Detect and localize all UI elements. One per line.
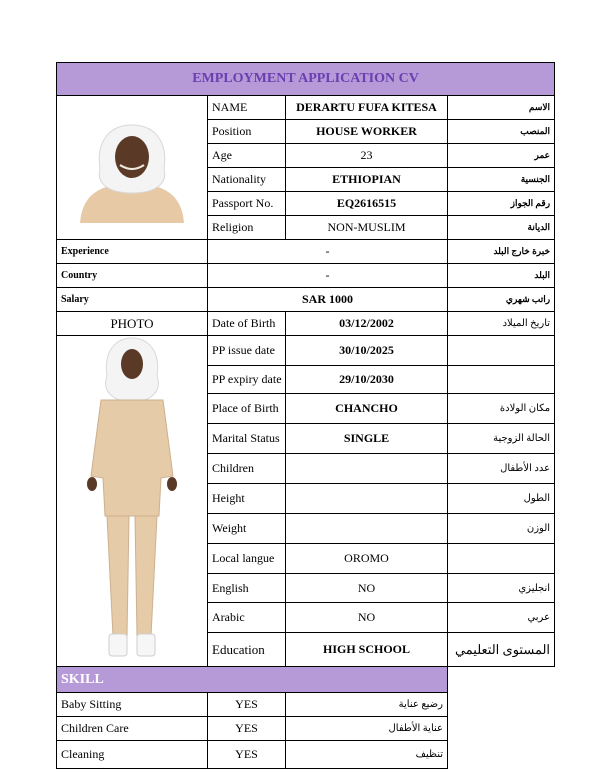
- detail-label: Arabic: [208, 603, 286, 633]
- skill-value: YES: [208, 717, 286, 741]
- detail-label: Local langue: [208, 543, 286, 573]
- passport-value: EQ2616515: [286, 192, 448, 216]
- detail-value: 30/10/2025: [286, 336, 448, 366]
- age-label: Age: [208, 144, 286, 168]
- experience-arabic: خبرة خارج البلد: [448, 240, 555, 264]
- position-value: HOUSE WORKER: [286, 120, 448, 144]
- age-value: 23: [286, 144, 448, 168]
- skill-value: YES: [208, 693, 286, 717]
- portrait-photo-cell: [57, 96, 208, 240]
- passport-arabic: رقم الجواز: [448, 192, 555, 216]
- cv-table: [56, 62, 555, 769]
- detail-arabic: [448, 365, 555, 394]
- detail-label: Marital Status: [208, 424, 286, 454]
- detail-label: PP expiry date: [208, 365, 286, 394]
- detail-arabic: [448, 336, 555, 366]
- detail-arabic: الحالة الزوجية: [448, 424, 555, 454]
- detail-value: [286, 513, 448, 543]
- skill-label: Children Care: [57, 717, 208, 741]
- skill-arabic: تنظيف: [286, 741, 448, 769]
- education-arabic: المستوى التعليمي: [448, 633, 555, 667]
- detail-value: OROMO: [286, 543, 448, 573]
- portrait-photo: [72, 113, 192, 223]
- detail-value: [286, 484, 448, 514]
- experience-label: Experience: [57, 240, 208, 264]
- detail-label: English: [208, 573, 286, 603]
- detail-label: Height: [208, 484, 286, 514]
- passport-label: Passport No.: [208, 192, 286, 216]
- detail-arabic: تاريخ الميلاد: [448, 312, 555, 336]
- religion-value: NON-MUSLIM: [286, 216, 448, 240]
- detail-value: NO: [286, 603, 448, 633]
- country-label: Country: [57, 264, 208, 288]
- position-label: Position: [208, 120, 286, 144]
- salary-arabic: راتب شهري: [448, 288, 555, 312]
- skill-label: Baby Sitting: [57, 693, 208, 717]
- full-body-photo: [77, 336, 187, 666]
- detail-arabic: الوزن: [448, 513, 555, 543]
- detail-arabic: انجليزي: [448, 573, 555, 603]
- detail-label: Weight: [208, 513, 286, 543]
- detail-arabic: عربي: [448, 603, 555, 633]
- salary-value: SAR 1000: [208, 288, 448, 312]
- education-label: Education: [208, 633, 286, 667]
- age-arabic: عمر: [448, 144, 555, 168]
- detail-arabic: عدد الأطفال: [448, 454, 555, 484]
- name-value: DERARTU FUFA KITESA: [286, 96, 448, 120]
- skill-value: YES: [208, 741, 286, 769]
- detail-value: 29/10/2030: [286, 365, 448, 394]
- nationality-arabic: الجنسية: [448, 168, 555, 192]
- education-value: HIGH SCHOOL: [286, 633, 448, 667]
- detail-value: SINGLE: [286, 424, 448, 454]
- detail-value: NO: [286, 573, 448, 603]
- detail-label: PP issue date: [208, 336, 286, 366]
- religion-label: Religion: [208, 216, 286, 240]
- detail-value: CHANCHO: [286, 394, 448, 424]
- name-label: NAME: [208, 96, 286, 120]
- nationality-value: ETHIOPIAN: [286, 168, 448, 192]
- detail-arabic: الطول: [448, 484, 555, 514]
- detail-value: 03/12/2002: [286, 312, 448, 336]
- country-value: -: [208, 264, 448, 288]
- nationality-label: Nationality: [208, 168, 286, 192]
- country-arabic: البلد: [448, 264, 555, 288]
- position-arabic: المنصب: [448, 120, 555, 144]
- detail-arabic: مكان الولادة: [448, 394, 555, 424]
- salary-label: Salary: [57, 288, 208, 312]
- detail-arabic: [448, 543, 555, 573]
- full-body-photo-cell: [57, 336, 208, 667]
- detail-label: Date of Birth: [208, 312, 286, 336]
- photo-label: PHOTO: [57, 312, 208, 336]
- religion-arabic: الديانة: [448, 216, 555, 240]
- skill-label: Cleaning: [57, 741, 208, 769]
- name-arabic: الاسم: [448, 96, 555, 120]
- detail-value: [286, 454, 448, 484]
- skill-header: SKILL: [57, 667, 448, 693]
- skill-arabic: رضيع عناية: [286, 693, 448, 717]
- experience-value: -: [208, 240, 448, 264]
- skill-arabic: عناية الأطفال: [286, 717, 448, 741]
- detail-label: Place of Birth: [208, 394, 286, 424]
- detail-label: Children: [208, 454, 286, 484]
- form-title: EMPLOYMENT APPLICATION CV: [57, 63, 555, 96]
